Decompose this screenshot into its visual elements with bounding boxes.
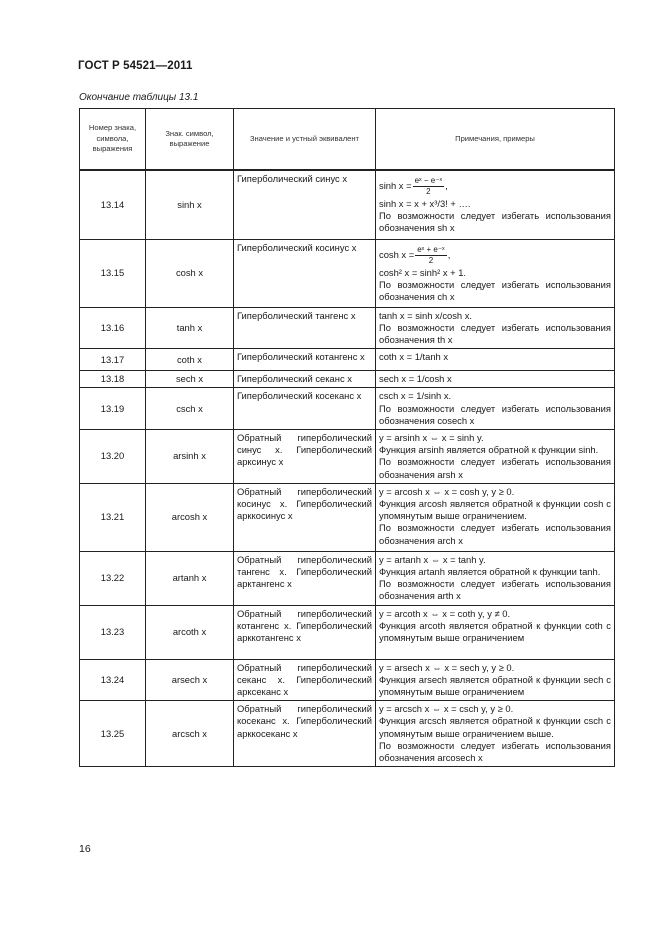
note-line: coth x = 1/tanh x [379, 351, 449, 363]
row-notes [376, 701, 615, 767]
row-number: 13.21 [80, 483, 146, 551]
formula-denominator: 2 [426, 187, 431, 196]
note-line: y = artanh x ⇔ x = tanh y. [379, 553, 486, 565]
note-line: tanh x = sinh x/cosh x. [379, 309, 473, 321]
row-notes [376, 349, 615, 371]
col-header-notes: Примечания, примеры [376, 109, 615, 171]
row-meaning: Гиперболический котангенс x [234, 349, 376, 371]
row-symbol: arcsch x [146, 701, 234, 767]
table-caption: Окончание таблицы 13.1 [79, 92, 199, 103]
row-number: 13.17 [80, 349, 146, 371]
formula-lhs: sinh x = [379, 179, 412, 191]
note-line: cosh² x = sinh² x + 1. [379, 266, 467, 278]
row-symbol: arcoth x [146, 605, 234, 659]
table-row [80, 388, 615, 430]
table-header-row [80, 109, 615, 171]
table-row [80, 659, 615, 701]
table-row [80, 307, 615, 349]
hyperbolic-functions-table [79, 108, 615, 767]
row-meaning: Обратный гиперболический синус x. Гиперболический арксинус x [234, 429, 376, 483]
table-row [80, 170, 615, 239]
row-meaning: Гиперболический косеканс x [234, 388, 376, 430]
formula-lhs: cosh x = [379, 248, 415, 260]
note-line: По возможности следует избегать использования обозначения arch x [379, 522, 611, 546]
row-symbol: arsinh x [146, 429, 234, 483]
row-notes [376, 605, 615, 659]
row-symbol: sech x [146, 371, 234, 388]
table-row [80, 371, 615, 388]
table-body [80, 170, 615, 767]
row-number: 13.18 [80, 371, 146, 388]
formula-numerator: eˣ + e⁻ˣ [417, 244, 445, 254]
row-meaning: Гиперболический секанс x [234, 371, 376, 388]
col-header-number: Номер знака, символа, выражения [80, 109, 146, 171]
note-line: По возможности следует избегать использования обозначения arsh x [379, 456, 611, 480]
note-line: Функция arsinh является обратной к функции sinh. [379, 444, 599, 456]
row-meaning: Обратный гиперболический тангенс x. Гиперболический арктангенс x [234, 551, 376, 605]
formula-numerator: eˣ − e⁻ˣ [414, 176, 443, 185]
note-line: Функция arcsch является обратной к функции csch с упомянутым выше ограничением выше. [379, 715, 611, 739]
row-notes [376, 483, 615, 551]
note-line: Функция artanh является обратной к функции tanh. [379, 565, 601, 577]
note-line: Функция arcosh является обратной к функции cosh с упомянутым выше ограничением. [379, 497, 611, 522]
table-row [80, 429, 615, 483]
row-notes [376, 551, 615, 605]
table-row [80, 239, 615, 307]
row-meaning: Обратный гиперболический котангенс x. Гиперболический арккотангенс x [234, 605, 376, 659]
row-symbol: arsech x [146, 659, 234, 701]
row-number: 13.24 [80, 659, 146, 701]
note-line: По возможности следует избегать использования обозначения sh x [379, 210, 611, 234]
row-notes [376, 371, 615, 388]
row-number: 13.20 [80, 429, 146, 483]
row-meaning: Гиперболический тангенс x [234, 307, 376, 349]
row-symbol: coth x [146, 349, 234, 371]
document-title: ГОСТ Р 54521—2011 [78, 60, 193, 72]
row-number: 13.14 [80, 170, 146, 239]
row-number: 13.25 [80, 701, 146, 767]
formula-line [379, 242, 611, 267]
note-line: По возможности следует избегать использования обозначения th x [379, 321, 611, 345]
row-symbol: csch x [146, 388, 234, 430]
note-line: csch x = 1/sinh x. [379, 390, 452, 402]
row-symbol: arcosh x [146, 483, 234, 551]
formula-fraction [415, 245, 447, 266]
table-row [80, 701, 615, 767]
row-notes [376, 307, 615, 349]
note-line: По возможности следует избегать использования обозначения ch x [379, 278, 611, 302]
row-number: 13.15 [80, 239, 146, 307]
table-row [80, 605, 615, 659]
col-header-meaning: Значение и устный эквивалент [234, 109, 376, 171]
row-meaning: Обратный гиперболический секанс x. Гиперболический арксеканс x [234, 659, 376, 701]
table-row [80, 551, 615, 605]
page-number: 16 [79, 843, 91, 855]
row-notes [376, 429, 615, 483]
row-notes [376, 239, 615, 307]
note-line: По возможности следует избегать использования обозначения arth x [379, 578, 611, 602]
note-line: По возможности следует избегать использования обозначения arcosech x [379, 739, 611, 763]
formula-denominator: 2 [428, 255, 434, 265]
note-line: По возможности следует избегать использования обозначения cosech x [379, 402, 611, 426]
note-line: y = arcosh x ⇔ x = cosh y, y ≥ 0. [379, 485, 515, 497]
row-meaning: Обратный гиперболический косинус x. Гиперболический арккосинус x [234, 483, 376, 551]
row-number: 13.16 [80, 307, 146, 349]
row-number: 13.22 [80, 551, 146, 605]
note-line: y = arsech x ⇔ x = sech y, y ≥ 0. [379, 661, 515, 673]
row-meaning: Гиперболический синус x [234, 170, 376, 239]
row-symbol: artanh x [146, 551, 234, 605]
row-notes [376, 170, 615, 239]
row-notes [376, 659, 615, 701]
row-meaning: Обратный гиперболический косеканс x. Гиперболический арккосеканс x [234, 701, 376, 767]
formula-tail: , [447, 248, 451, 260]
row-number: 13.19 [80, 388, 146, 430]
formula-line [379, 173, 611, 198]
row-meaning: Гиперболический косинус x [234, 239, 376, 307]
row-symbol: cosh x [146, 239, 234, 307]
table-row [80, 483, 615, 551]
note-line: Функция arcoth является обратной к функции coth с упомянутым выше ограничением [379, 619, 611, 643]
formula-fraction [413, 176, 445, 197]
note-line: Функция arsech является обратной к функции sech с упомянутым выше ограничением [379, 673, 611, 697]
row-symbol: sinh x [146, 170, 234, 239]
row-symbol: tanh x [146, 307, 234, 349]
formula-tail: , [445, 179, 448, 191]
note-line: sinh x = x + x³/3! + …. [379, 198, 471, 209]
note-line: y = arsinh x ⇔ x = sinh y. [379, 431, 484, 443]
note-line: y = arcoth x ⇔ x = coth y, y ≠ 0. [379, 607, 511, 619]
row-number: 13.23 [80, 605, 146, 659]
col-header-symbol: Знак. символ, выражение [146, 109, 234, 171]
table-row [80, 349, 615, 371]
note-line: y = arcsch x ⇔ x = csch y, y ≥ 0. [379, 703, 514, 715]
note-line: sech x = 1/cosh x [379, 373, 452, 385]
row-notes [376, 388, 615, 430]
